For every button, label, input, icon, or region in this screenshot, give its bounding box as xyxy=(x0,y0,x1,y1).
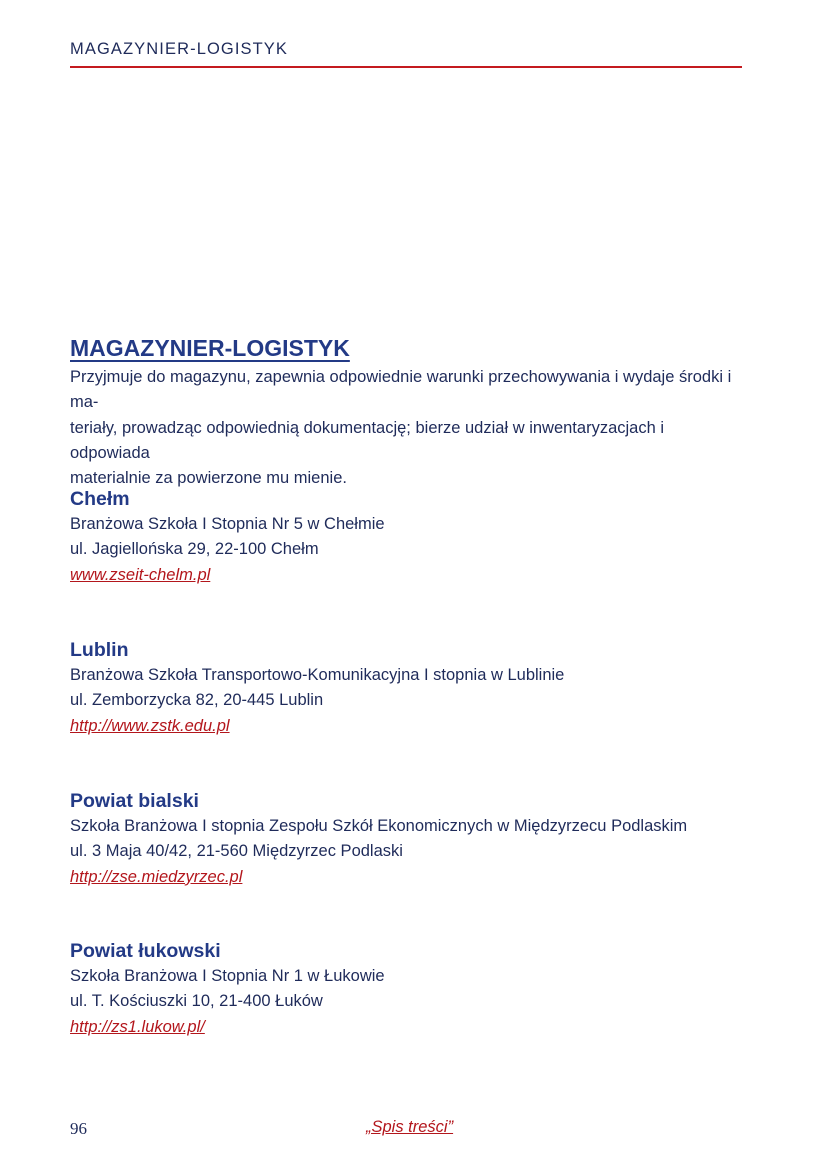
running-header xyxy=(70,38,742,68)
description-line: Przyjmuje do magazynu, zapewnia odpowiednie warunki przechowywania i wydaje środki i ma- xyxy=(70,368,732,412)
school-entry-lublin xyxy=(70,637,770,739)
table-of-contents-link[interactable]: „Spis treści” xyxy=(366,1118,454,1136)
school-entry-powiat-lukowski xyxy=(70,938,770,1040)
entry-website-link[interactable]: http://www.zstk.edu.pl xyxy=(70,716,230,735)
entry-school-name: Branżowa Szkoła I Stopnia Nr 5 w Chełmie xyxy=(70,515,385,533)
entry-city: Lublin xyxy=(70,639,129,661)
entry-address: ul. 3 Maja 40/42, 21-560 Międzyrzec Podlaski xyxy=(70,842,403,861)
school-entry-chelm xyxy=(70,486,770,588)
running-header-title: MAGAZYNIER-LOGISTYK xyxy=(70,40,289,58)
entry-school-name: Szkoła Branżowa I stopnia Zespołu Szkół Ekonomicznych w Międzyrzecu Podlaskim xyxy=(70,817,688,835)
entry-school-name: Branżowa Szkoła Transportowo-Komunikacyjna I stopnia w Lublinie xyxy=(70,666,565,684)
entry-website-link[interactable]: http://zse.miedzyrzec.pl xyxy=(70,867,243,886)
entry-city: Chełm xyxy=(70,488,130,510)
description-line: materialnie za powierzone mu mienie. xyxy=(70,469,347,488)
entry-city: Powiat bialski xyxy=(70,790,199,812)
entry-school-name: Szkoła Branżowa I Stopnia Nr 1 w Łukowie xyxy=(70,967,385,985)
entry-website-link[interactable]: www.zseit-chelm.pl xyxy=(70,565,211,584)
school-entry-powiat-bialski xyxy=(70,788,770,890)
job-section xyxy=(70,333,746,491)
page-number: 96 xyxy=(70,1119,87,1138)
entry-website-link[interactable]: http://zs1.lukow.pl/ xyxy=(70,1017,205,1036)
job-description xyxy=(70,365,746,491)
entry-address: ul. T. Kościuszki 10, 21-400 Łuków xyxy=(70,992,323,1011)
entry-address: ul. Zemborzycka 82, 20-445 Lublin xyxy=(70,691,324,710)
section-title: MAGAZYNIER-LOGISTYK xyxy=(70,335,350,361)
description-line: teriały, prowadząc odpowiednią dokumentację; bierze udział w inwentaryzacjach i odpowiada xyxy=(70,418,665,462)
entry-city: Powiat łukowski xyxy=(70,940,221,962)
entry-address: ul. Jagiellońska 29, 22-100 Chełm xyxy=(70,540,319,559)
